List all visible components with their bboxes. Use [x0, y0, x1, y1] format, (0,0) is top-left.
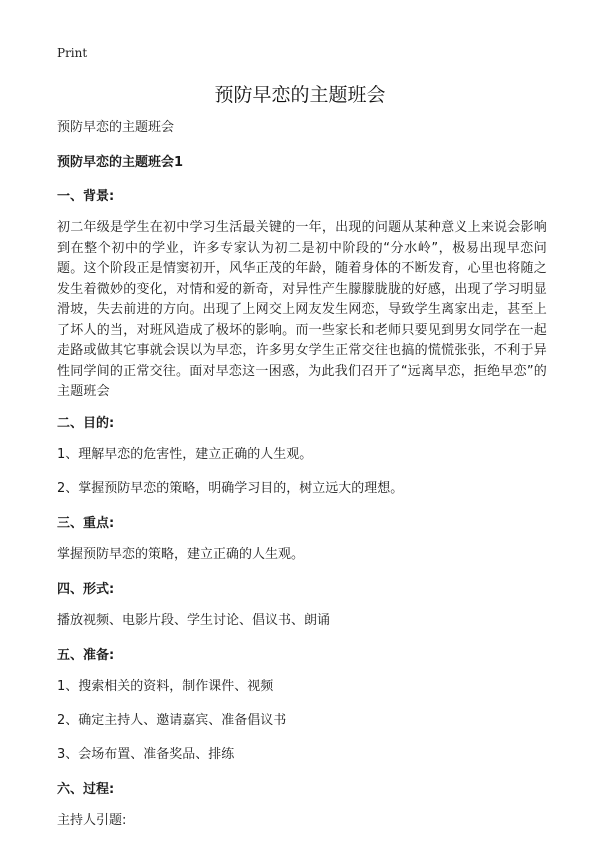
focus-heading: 三、重点:	[57, 515, 115, 531]
form-heading: 四、形式:	[57, 581, 115, 597]
goal-item: 2、掌握预防早恋的策略，明确学习目的，树立远大的理想。	[57, 480, 404, 496]
preparation-heading: 五、准备:	[57, 647, 115, 663]
preparation-item: 2、确定主持人、邀请嘉宾、准备倡议书	[57, 712, 287, 728]
background-heading: 一、背景:	[57, 189, 115, 204]
form-text: 播放视频、电影片段、学生讨论、倡议书、朗诵	[57, 612, 331, 628]
document-body	[57, 118, 547, 845]
background-text: 初二年级是学生在初中学习生活最关键的一年，出现的问题从某种意义上来说会影响到在整个初中的学业，许多专家认为初二是初中阶段的“分水岭”，极易出现早恋问题。这个阶段正是情窦初开，风华正茂的年龄，随着身体的不断发育，心里也将随之发生着微妙的变化，对情和爱的新奇，对异性产生朦朦胧胧的好感，出现了学习明显滑坡，失去前进的方向。出现了上网交上网友发生网恋，导致学生离家出走，甚至上了坏人的当，对班风造成了极坏的影响。而一些家长和老师只要见到男女同学在一起走路或做其它事就会误以为早恋，许多男女学生正常交往也搞的慌慌张张，不利于异性同学间的正常交往。面对早恋这一困惑，为此我们召开了“远离早恋，拒绝早恋”的主题班会	[57, 220, 547, 399]
process-text: 主持人引题:	[57, 812, 127, 828]
preparation-item: 3、会场布置、准备奖品、排练	[57, 746, 235, 762]
print-label[interactable]: Print	[57, 46, 88, 60]
page-title: 预防早恋的主题班会	[214, 84, 386, 106]
document-subtitle: 预防早恋的主题班会	[57, 120, 175, 135]
section-title: 预防早恋的主题班会1	[57, 155, 184, 170]
process-heading: 六、过程:	[57, 781, 115, 797]
preparation-item: 1、搜索相关的资料，制作课件、视频	[57, 678, 274, 694]
goals-heading: 二、目的:	[57, 415, 115, 431]
focus-text: 掌握预防早恋的策略，建立正确的人生观。	[57, 546, 305, 562]
goal-item: 1、理解早恋的危害性，建立正确的人生观。	[57, 446, 313, 462]
